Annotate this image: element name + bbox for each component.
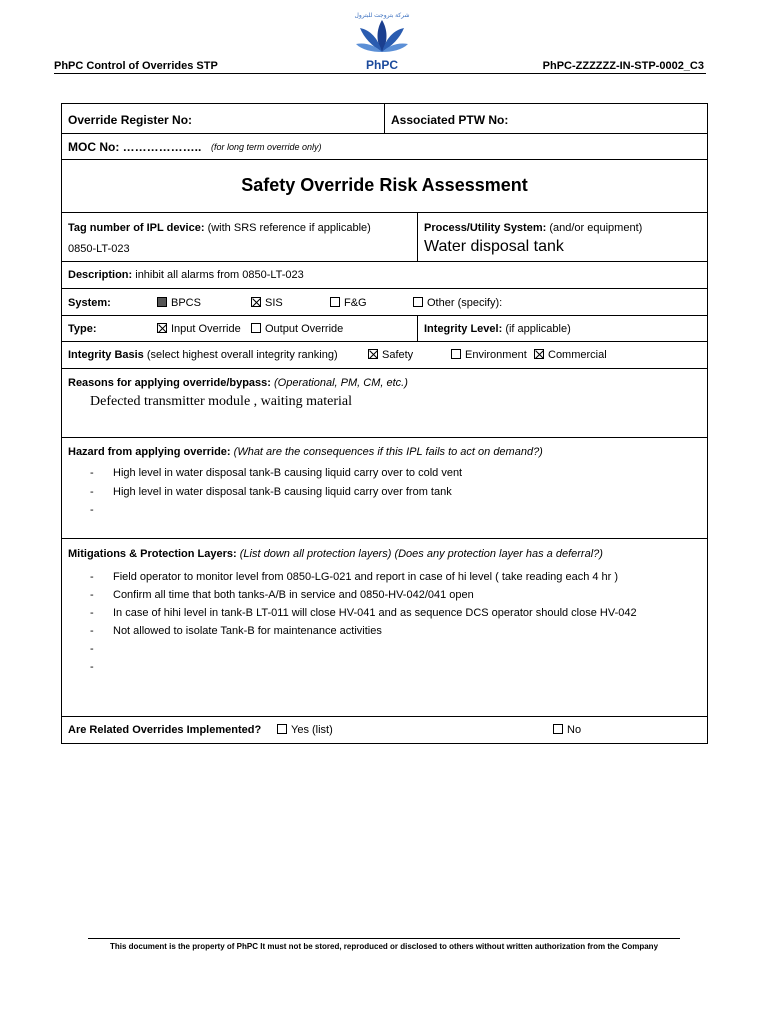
system-option-bpcs[interactable] — [157, 297, 201, 309]
logo-text: PhPC — [365, 58, 398, 72]
description-label: Description: — [68, 269, 133, 281]
bullet-dash: - — [90, 467, 94, 479]
type-cell — [62, 316, 418, 341]
override-register-cell — [62, 104, 385, 133]
header-divider — [54, 73, 706, 74]
related-yes-checkbox[interactable] — [277, 724, 287, 734]
fg-label: F&G — [344, 297, 367, 309]
system-option-sis[interactable] — [251, 297, 283, 309]
fg-checkbox[interactable] — [330, 297, 340, 307]
reasons-value: Defected transmitter module , waiting material — [90, 394, 353, 409]
override-register-label: Override Register No: — [68, 113, 193, 127]
reasons-label: Reasons for applying override/bypass: — [68, 377, 271, 389]
bullet-dash: - — [90, 504, 94, 516]
mitigations-row — [62, 539, 707, 717]
related-label: Are Related Overrides Implemented? — [68, 724, 262, 736]
lotus-icon — [346, 12, 418, 60]
integrity-level-cell — [418, 316, 707, 341]
bullet-dash: - — [90, 589, 94, 601]
integrity-basis-group — [68, 349, 338, 361]
reasons-row — [62, 369, 707, 438]
bullet-dash: - — [90, 643, 94, 655]
environment-label: Environment — [465, 349, 527, 361]
basis-option-commercial[interactable] — [534, 349, 607, 361]
other-label: Other (specify): — [427, 297, 503, 309]
bullet-dash: - — [90, 486, 94, 498]
ptw-cell — [385, 104, 707, 133]
header-doc-title: PhPC Control of Overrides STP — [54, 60, 218, 72]
tag-note: (with SRS reference if applicable) — [207, 222, 371, 234]
hazard-label-group — [68, 446, 543, 458]
hazard-row — [62, 438, 707, 539]
tag-process-row — [62, 213, 707, 262]
integrity-basis-label: Integrity Basis — [68, 349, 144, 361]
system-row — [62, 289, 707, 316]
output-override-label: Output Override — [265, 323, 344, 335]
bullet-dash: - — [90, 625, 94, 637]
bpcs-label: BPCS — [171, 297, 201, 309]
process-value: Water disposal tank — [424, 238, 564, 255]
integrity-level-note: (if applicable) — [505, 323, 571, 335]
related-no-label: No — [567, 724, 582, 736]
header-doc-number: PhPC-ZZZZZZ-IN-STP-0002_C3 — [542, 60, 704, 72]
type-option-output[interactable] — [251, 323, 343, 335]
system-option-other[interactable] — [413, 297, 502, 309]
integrity-level-group — [424, 323, 571, 335]
footer-disclaimer: This document is the property of PhPC It must not be stored, reproduced or disclosed to others without written authorization from the Company — [109, 942, 659, 951]
footer-divider — [88, 938, 680, 939]
integrity-level-label: Integrity Level: — [424, 323, 503, 335]
type-option-input[interactable] — [157, 323, 241, 335]
related-yes-label: Yes (list) — [291, 724, 333, 736]
mitigations-note: (List down all protection layers) (Does any protection layer has a deferral?) — [239, 548, 603, 560]
description-group — [68, 269, 304, 281]
reasons-label-group — [68, 377, 408, 389]
safety-checkbox[interactable] — [368, 349, 378, 359]
integrity-basis-row — [62, 342, 707, 369]
bpcs-checkbox[interactable] — [157, 297, 167, 307]
mitigation-item-text: Field operator to monitor level from 0850-LG-021 and report in case of hi level ( take reading each 4 hr ) — [113, 571, 619, 583]
sis-checkbox[interactable] — [251, 297, 261, 307]
type-row — [62, 316, 707, 342]
moc-label: MOC No: ……………….. — [68, 140, 202, 154]
system-label: System: — [68, 297, 111, 309]
bullet-dash: - — [90, 607, 94, 619]
hazard-label: Hazard from applying override: — [68, 446, 231, 458]
type-label: Type: — [68, 323, 97, 335]
description-value: inhibit all alarms from 0850-LT-023 — [135, 269, 304, 281]
form-title: Safety Override Risk Assessment — [62, 160, 707, 213]
related-no-checkbox[interactable] — [553, 724, 563, 734]
mitigation-item-text: Not allowed to isolate Tank-B for maintenance activities — [113, 625, 382, 637]
mitigation-item-text: In case of hihi level in tank-B LT-011 will close HV-041 and as sequence DCS operator should close HV-042 — [113, 607, 637, 619]
register-row — [62, 104, 707, 134]
description-row — [62, 262, 707, 289]
process-label-group — [424, 222, 642, 234]
system-option-fg[interactable] — [330, 297, 367, 309]
environment-checkbox[interactable] — [451, 349, 461, 359]
tag-cell — [62, 213, 418, 261]
related-option-no[interactable] — [553, 724, 581, 736]
input-override-checkbox[interactable] — [157, 323, 167, 333]
input-override-label: Input Override — [171, 323, 241, 335]
phpc-logo — [346, 12, 418, 74]
bullet-dash: - — [90, 571, 94, 583]
related-overrides-row — [62, 717, 707, 743]
bullet-dash: - — [90, 661, 94, 673]
override-form — [61, 103, 708, 744]
basis-option-safety[interactable] — [368, 349, 413, 361]
process-note: (and/or equipment) — [549, 222, 643, 234]
tag-label-group — [68, 222, 371, 234]
moc-note: (for long term override only) — [211, 142, 322, 152]
other-checkbox[interactable] — [413, 297, 423, 307]
related-option-yes[interactable] — [277, 724, 333, 736]
tag-label: Tag number of IPL device: — [68, 222, 205, 234]
safety-label: Safety — [382, 349, 414, 361]
mitigation-item-text: Confirm all time that both tanks-A/B in service and 0850-HV-042/041 open — [113, 589, 474, 601]
tag-value: 0850-LT-023 — [68, 243, 130, 255]
mitigations-label: Mitigations & Protection Layers: — [68, 548, 237, 560]
process-cell — [418, 213, 707, 261]
hazard-item-text: High level in water disposal tank-B causing liquid carry over from tank — [113, 486, 452, 498]
integrity-basis-note: (select highest overall integrity ranking) — [146, 349, 338, 361]
moc-row — [62, 134, 707, 160]
hazard-item-text: High level in water disposal tank-B causing liquid carry over to cold vent — [113, 467, 463, 479]
commercial-label: Commercial — [548, 349, 607, 361]
basis-option-environment[interactable] — [451, 349, 527, 361]
ptw-label: Associated PTW No: — [391, 113, 509, 127]
output-override-checkbox[interactable] — [251, 323, 261, 333]
sis-label: SIS — [265, 297, 283, 309]
mitigations-label-group — [68, 548, 603, 560]
logo-arabic-text: شركة بتروجت للبترول — [354, 13, 410, 19]
reasons-note: (Operational, PM, CM, etc.) — [274, 377, 408, 389]
process-label: Process/Utility System: — [424, 222, 547, 234]
hazard-note: (What are the consequences if this IPL fails to act on demand?) — [233, 446, 543, 458]
commercial-checkbox[interactable] — [534, 349, 544, 359]
